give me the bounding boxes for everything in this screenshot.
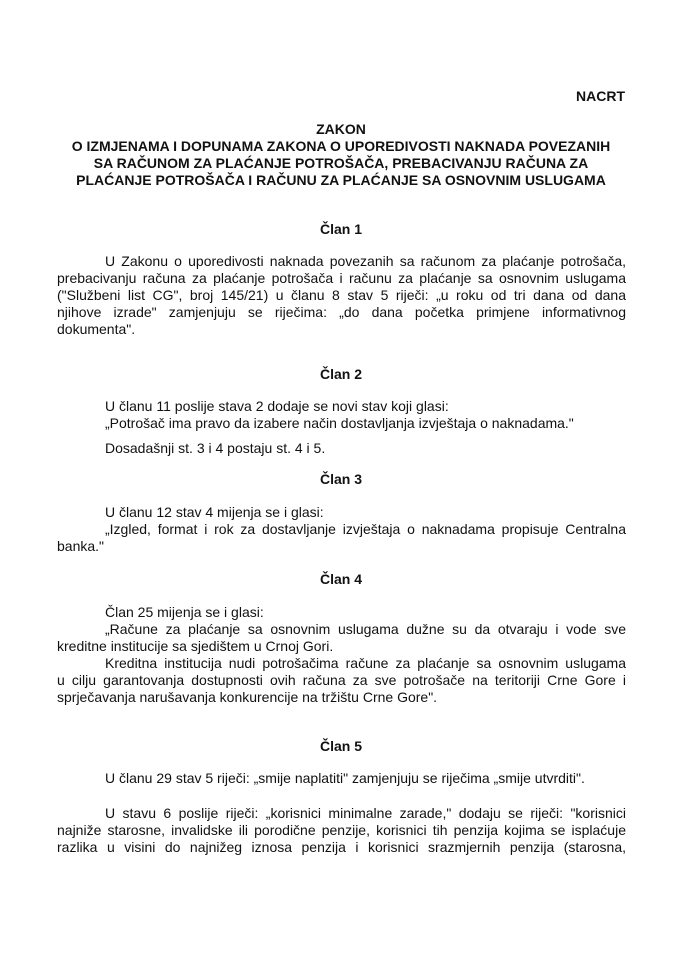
- article-5-paragraph: [57, 770, 626, 787]
- article-4-heading: Član 4: [319, 571, 362, 587]
- article-5-paragraph-2: [57, 805, 626, 856]
- title-line: PLAĆANJE POTROŠAČA I RAČUNU ZA PLAĆANJE SA OSNOVNIM USLUGAMA: [76, 172, 606, 188]
- article-1-heading: Član 1: [319, 221, 362, 237]
- text-line: kreditne institucije sa sjedištem u Crnoj Gori.: [57, 638, 334, 654]
- text-line: U članu 29 stav 5 riječi: „smije naplatiti" zamjenjuju se riječima „smije utvrditi".: [105, 770, 585, 786]
- text-line: sprječavanja narušavanja konkurencije na tržištu Crne Gore".: [57, 689, 438, 705]
- law-title: [50, 121, 632, 189]
- text-line: „Izgled, format i rok za dostavljanje izvještaja o naknadama propisuje Centralna: [105, 521, 626, 537]
- text-line: Dosadašnji st. 3 i 4 postaju st. 4 i 5.: [105, 440, 326, 456]
- text-line: prebacivanju računa za plaćanje potrošača i računu za plaćanje sa osnovnim uslugama: [57, 270, 626, 286]
- article-3-heading: Član 3: [319, 471, 362, 487]
- article-2-heading: Član 2: [319, 366, 362, 382]
- text-line: „Potrošač ima pravo da izabere način dostavljanja izvještaja o naknadama.": [105, 415, 574, 431]
- draft-label: NACRT: [576, 88, 625, 104]
- article-2-paragraph: [57, 398, 626, 432]
- text-line: u cilju garantovanja dostupnosti ovih računa za sve potrošače na teritoriji Crne Gore i: [57, 672, 626, 688]
- text-line: dokumenta".: [57, 321, 136, 337]
- text-line: U Zakonu o uporedivosti naknada povezanih sa računom za plaćanje potrošača,: [105, 253, 626, 269]
- title-line: O IZMJENAMA I DOPUNAMA ZAKONA O UPOREDIVOSTI NAKNADA POVEZANIH: [71, 138, 611, 154]
- text-line: banka.": [57, 538, 105, 554]
- article-5-heading: Član 5: [319, 738, 362, 754]
- text-line: U članu 12 stav 4 mijenja se i glasi:: [105, 504, 324, 520]
- text-line: ("Službeni list CG", broj 145/21) u članu 8 stav 5 riječi: „u roku od tri dana od dana: [57, 287, 626, 303]
- article-1-paragraph: [57, 253, 626, 338]
- title-heading: ZAKON: [316, 121, 366, 137]
- article-4-paragraph: [57, 604, 626, 706]
- title-line: SA RAČUNOM ZA PLAĆANJE POTROŠAČA, PREBACIVANJU RAČUNA ZA: [93, 155, 589, 171]
- text-line: Član 25 mijenja se i glasi:: [105, 604, 264, 620]
- text-line: najniže starosne, invalidske ili porodične penzije, korisnici tih penzija kojima se isplaćuje: [57, 822, 626, 838]
- text-line: U članu 11 poslije stava 2 dodaje se novi stav koji glasi:: [105, 398, 449, 414]
- article-2-paragraph-2: [57, 440, 626, 457]
- text-line: Kreditna institucija nudi potrošačima račune za plaćanje sa osnovnim uslugama: [105, 655, 626, 671]
- text-line: njihove izrade" zamjenjuju se riječima: „do dana početka primjene informativnog: [57, 304, 626, 320]
- text-line: U stavu 6 poslije riječi: „korisnici minimalne zarade," dodaju se riječi: "korisnici: [105, 805, 626, 821]
- article-3-paragraph: [57, 504, 626, 555]
- text-line: razlika u visini do najnižeg iznosa penzija i korisnici srazmjernih penzija (starosna,: [57, 839, 626, 855]
- text-line: „Račune za plaćanje sa osnovnim uslugama dužne su da otvaraju i vode sve: [105, 621, 626, 637]
